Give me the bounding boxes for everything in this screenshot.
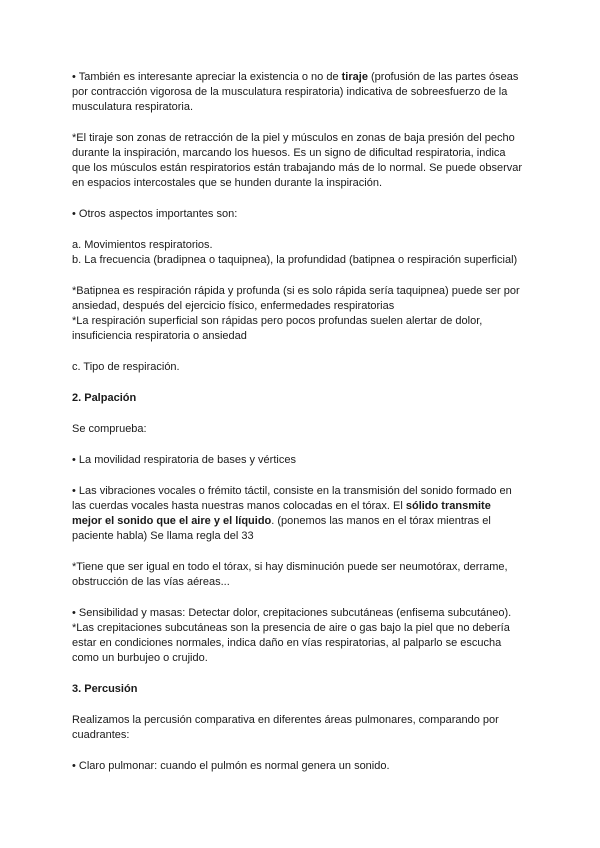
- batipnea-note: [72, 284, 534, 344]
- tiraje-line-3: musculatura respiratoria.: [72, 101, 194, 113]
- sensibilidad-line: como un burbujeo o crujido.: [72, 652, 208, 664]
- list-item-a: a. Movimientos respiratorios.: [72, 239, 213, 251]
- otros-aspectos: • Otros aspectos importantes son:: [72, 208, 238, 220]
- tiraje-line-2: por contracción vigorosa de la musculatura respiratoria) indicativa de sobreesfuerzo de la: [72, 86, 508, 98]
- igual-note-line: obstrucción de las vías aéreas...: [72, 576, 230, 588]
- se-comprueba: Se comprueba:: [72, 423, 147, 435]
- sensibilidad-line: • Sensibilidad y masas: Detectar dolor, crepitaciones subcutáneas (enfisema subcutáneo).: [72, 607, 512, 619]
- batipnea-note-line: *Batipnea es respiración rápida y profunda (si es solo rápida sería taquipnea) puede ser por: [72, 285, 520, 297]
- tiraje-bold-term: tiraje: [341, 71, 368, 83]
- vibraciones-bullet: [72, 484, 534, 544]
- tiraje-note: [72, 131, 534, 191]
- vibraciones-line-4: paciente habla) Se llama regla del 33: [72, 530, 254, 542]
- movilidad-bullet: • La movilidad respiratoria de bases y vértices: [72, 454, 296, 466]
- sensibilidad-line: *Las crepitaciones subcutáneas son la presencia de aire o gas bajo la piel que no debería: [72, 622, 510, 634]
- sensibilidad-bullet: [72, 606, 534, 666]
- vibraciones-line-3: mejor el sonido que el aire y el líquido. (ponemos las manos en el tórax mientras el: [72, 515, 491, 527]
- aspects-list: [72, 238, 534, 268]
- batipnea-note-line: insuficiencia respiratoria o ansiedad: [72, 330, 247, 342]
- section-3-heading: 3. Percusión: [72, 683, 138, 695]
- percusion-intro-line: Realizamos la percusión comparativa en diferentes áreas pulmonares, comparando por: [72, 714, 499, 726]
- vibraciones-bold-1: sólido transmite: [405, 500, 491, 512]
- igual-note-line: *Tiene que ser igual en todo el tórax, si hay disminución puede ser neumotórax, derrame,: [72, 561, 508, 573]
- tiraje-note-line: en espacios intercostales que se hunden durante la inspiración.: [72, 177, 383, 189]
- tiraje-bullet: [72, 70, 534, 115]
- vibraciones-bold-2: mejor el sonido que el aire y el líquido: [72, 515, 272, 527]
- list-item-b: b. La frecuencia (bradipnea o taquipnea), la profundidad (batipnea o respiración superficial): [72, 254, 518, 266]
- vibraciones-line-2: las cuerdas vocales hasta nuestras manos colocadas en el tórax. El sólido transmite: [72, 500, 491, 512]
- tiraje-note-line: que los músculos están respiratorios están trabajando más de lo normal. Se puede observar: [72, 162, 523, 174]
- tiraje-note-line: *El tiraje son zonas de retracción de la piel y músculos en zonas de baja presión del pecho: [72, 132, 515, 144]
- percusion-intro-line: cuadrantes:: [72, 729, 130, 741]
- list-item-c: c. Tipo de respiración.: [72, 361, 180, 373]
- sensibilidad-line: estar en condiciones normales, indica daño en vías respiratorias, al palparlo se escucha: [72, 637, 502, 649]
- tiraje-line-1: • También es interesante apreciar la existencia o no de tiraje (profusión de las partes óseas: [72, 71, 519, 83]
- section-2-heading: 2. Palpación: [72, 392, 137, 404]
- percusion-intro: [72, 713, 534, 743]
- igual-note: [72, 560, 534, 590]
- document-page: [72, 70, 534, 774]
- batipnea-note-line: *La respiración superficial son rápidas pero pocos profundas suelen alertar de dolor,: [72, 315, 483, 327]
- batipnea-note-line: ansiedad, después del ejercicio físico, enfermedades respiratorias: [72, 300, 395, 312]
- tiraje-note-line: durante la inspiración, marcando los huesos. Es un signo de dificultad respiratoria, indica: [72, 147, 506, 159]
- claro-pulmonar-bullet: • Claro pulmonar: cuando el pulmón es normal genera un sonido.: [72, 760, 390, 772]
- vibraciones-line-1: • Las vibraciones vocales o frémito táctil, consiste en la transmisión del sonido formado en: [72, 485, 512, 497]
